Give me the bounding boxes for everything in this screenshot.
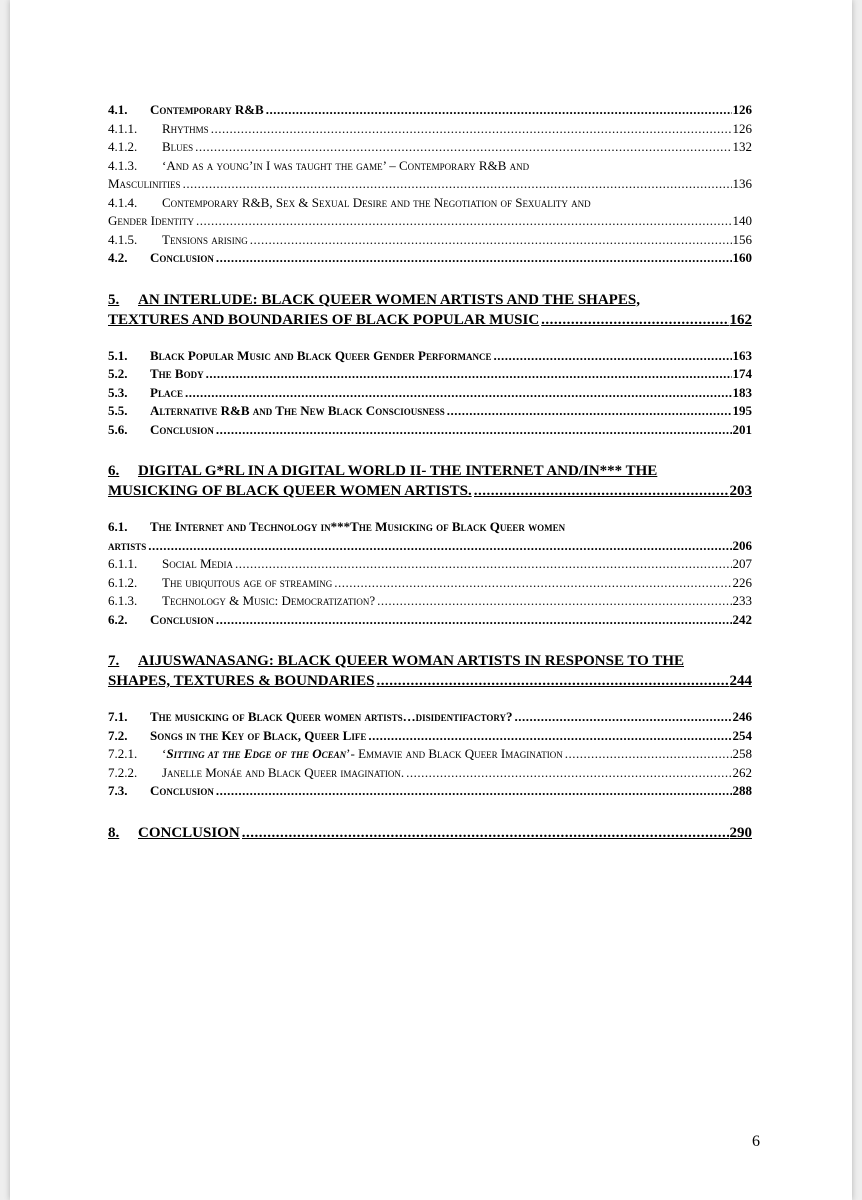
dot-leader <box>447 402 732 421</box>
entry-number: 5.2. <box>108 366 128 381</box>
entry-page: 288 <box>732 783 752 798</box>
entry-title-line1: Contemporary R&B, Sex & Sexual Desire and the Negotiation of Sexuality and <box>162 194 591 210</box>
dot-leader <box>377 592 731 611</box>
entry-number: 7.3. <box>108 783 128 798</box>
toc-entry-6-1-1[interactable] <box>108 555 752 574</box>
entry-title-quote: ‘ <box>162 746 167 761</box>
dot-leader <box>266 101 732 120</box>
dot-leader <box>216 249 732 268</box>
toc-chapter-8[interactable] <box>108 823 752 843</box>
entry-page: 126 <box>732 102 752 117</box>
dot-leader <box>148 537 731 556</box>
entry-number: 6.1. <box>108 519 128 534</box>
entry-number: 6.1.2. <box>108 574 138 590</box>
dot-leader <box>183 175 732 194</box>
entry-number: 4.1.4. <box>108 194 138 210</box>
entry-page: 160 <box>732 250 752 265</box>
entry-page: 242 <box>732 611 752 627</box>
chapter-number: 6. <box>108 463 120 479</box>
entry-title-line2: artists <box>108 537 147 553</box>
toc-entry-5-3[interactable] <box>108 384 752 403</box>
entry-page: 206 <box>732 537 752 553</box>
entry-title <box>162 745 563 764</box>
toc-entry-6-1[interactable] <box>108 518 752 555</box>
toc-entry-6-2[interactable] <box>108 611 752 630</box>
toc-entry-6-1-2[interactable] <box>108 574 752 593</box>
entry-page: 156 <box>732 231 752 247</box>
toc-entry-4-1-4[interactable] <box>108 194 752 231</box>
entry-number: 7.2.1. <box>108 746 138 761</box>
dot-leader <box>185 384 732 403</box>
entry-page: 183 <box>732 384 752 400</box>
dot-leader <box>406 764 731 783</box>
dot-leader <box>216 611 732 630</box>
page-number: 6 <box>752 1133 760 1150</box>
entry-title: The musicking of Black Queer women artists…disidentifactory? <box>150 709 513 724</box>
entry-number: 4.2. <box>108 250 128 265</box>
chapter-title-line1: DIGITAL G*RL IN A DIGITAL WORLD II- THE INTERNET AND/IN*** THE <box>138 463 658 479</box>
entry-title: Rhythms <box>162 120 209 136</box>
chapter-title-line2: TEXTURES AND BOUNDARIES OF BLACK POPULAR MUSIC <box>108 311 540 328</box>
toc-entry-4-2[interactable] <box>108 249 752 268</box>
toc-entry-4-1[interactable] <box>108 101 752 120</box>
entry-title-line2: Gender Identity <box>108 213 194 228</box>
entry-title: Conclusion <box>150 611 214 627</box>
entry-page: 262 <box>732 764 752 780</box>
chapter-number: 5. <box>108 291 120 308</box>
entry-title-line1: The Internet and Technology in***The Musicking of Black Queer women <box>150 519 566 534</box>
entry-page: 233 <box>732 593 752 608</box>
toc-entry-4-1-1[interactable] <box>108 120 752 139</box>
dot-leader <box>195 138 731 157</box>
entry-number: 7.2.2. <box>108 764 138 780</box>
toc-entry-7-2-1[interactable] <box>108 745 752 764</box>
entry-number: 4.1.5. <box>108 231 138 247</box>
toc-chapter-5[interactable] <box>108 290 752 330</box>
dot-leader <box>368 727 731 746</box>
entry-page: 136 <box>732 176 752 191</box>
dot-leader <box>250 231 732 250</box>
dot-leader <box>196 212 732 231</box>
dot-leader <box>493 347 731 366</box>
toc-entry-7-3[interactable] <box>108 782 752 801</box>
chapter-title: CONCLUSION <box>138 824 240 841</box>
entry-title: Conclusion <box>150 421 214 437</box>
toc-entry-7-1[interactable] <box>108 708 752 727</box>
entry-number: 5.6. <box>108 421 128 437</box>
entry-number: 7.2. <box>108 727 128 743</box>
document-page <box>10 0 852 1200</box>
dot-leader <box>211 120 732 139</box>
toc-chapter-6[interactable] <box>108 461 752 501</box>
chapter-page: 244 <box>729 673 752 689</box>
dot-leader <box>206 365 732 384</box>
entry-title: Place <box>150 384 183 400</box>
dot-leader <box>216 421 732 440</box>
entry-title: The ubiquitous age of streaming <box>162 574 333 590</box>
toc-entry-5-6[interactable] <box>108 421 752 440</box>
chapter-number: 8. <box>108 824 120 841</box>
dot-leader <box>334 574 731 593</box>
toc-entry-7-2[interactable] <box>108 727 752 746</box>
entry-number: 5.5. <box>108 403 128 418</box>
entry-number: 7.1. <box>108 709 128 724</box>
chapter-page: 203 <box>729 483 752 499</box>
dot-leader <box>474 481 729 501</box>
entry-page: 246 <box>732 709 752 724</box>
entry-title: Alternative R&B and The New Black Consciousness <box>150 403 445 418</box>
chapter-title-line1: AN INTERLUDE: BLACK QUEER WOMEN ARTISTS AND THE SHAPES, <box>138 291 640 308</box>
entry-page: 207 <box>732 556 752 571</box>
toc-entry-5-2[interactable] <box>108 365 752 384</box>
entry-page: 254 <box>732 727 752 743</box>
chapter-number: 7. <box>108 653 120 669</box>
toc-entry-6-1-3[interactable] <box>108 592 752 611</box>
entry-number: 6.1.3. <box>108 593 138 608</box>
entry-title: Tensions arising <box>162 231 248 247</box>
entry-title: The Body <box>150 366 204 381</box>
toc-entry-4-1-2[interactable] <box>108 138 752 157</box>
entry-title: Conclusion <box>150 250 214 265</box>
entry-page: 258 <box>732 746 752 761</box>
entry-title: Conclusion <box>150 783 214 798</box>
dot-leader <box>216 782 732 801</box>
entry-title-line2: Masculinities <box>108 176 181 191</box>
entry-page: 195 <box>732 403 752 418</box>
entry-title: Blues <box>162 139 194 154</box>
entry-title: Technology & Music: Democratization? <box>162 593 376 608</box>
table-of-contents <box>108 101 752 843</box>
dot-leader <box>565 745 732 764</box>
entry-page: 126 <box>732 120 752 136</box>
toc-entry-7-2-2[interactable] <box>108 764 752 783</box>
entry-number: 4.1.1. <box>108 120 138 136</box>
dot-leader <box>242 823 729 843</box>
entry-title: Songs in the Key of Black, Queer Life <box>150 727 367 743</box>
entry-number: 6.2. <box>108 611 128 627</box>
entry-title-italic: Sitting at the Edge of the Ocean <box>166 746 347 761</box>
entry-title: Social Media <box>162 556 234 571</box>
entry-page: 163 <box>732 347 752 363</box>
entry-number: 4.1.3. <box>108 157 138 173</box>
chapter-title-line2: MUSICKING OF BLACK QUEER WOMEN ARTISTS. <box>108 483 472 499</box>
entry-number: 5.1. <box>108 347 128 363</box>
entry-page: 132 <box>732 139 752 154</box>
entry-number: 4.1. <box>108 102 128 117</box>
entry-number: 4.1.2. <box>108 139 138 154</box>
entry-number: 6.1.1. <box>108 556 138 571</box>
toc-entry-5-1[interactable] <box>108 347 752 366</box>
entry-page: 226 <box>732 574 752 590</box>
entry-title: Janelle Monáe and Black Queer imagination. <box>162 764 405 780</box>
entry-title-rest: ’- Emmavie and Black Queer Imagination <box>346 746 563 761</box>
toc-entry-4-1-3[interactable] <box>108 157 752 194</box>
entry-title: Black Popular Music and Black Queer Gender Performance <box>150 347 492 363</box>
dot-leader <box>515 708 732 727</box>
dot-leader <box>376 671 728 691</box>
toc-entry-5-5[interactable] <box>108 402 752 421</box>
chapter-page: 290 <box>729 824 752 841</box>
dot-leader <box>541 310 728 330</box>
entry-number: 5.3. <box>108 384 128 400</box>
chapter-title-line1: AIJUSWANASANG: BLACK QUEER WOMAN ARTISTS IN RESPONSE TO THE <box>138 653 684 669</box>
dot-leader <box>235 555 731 574</box>
chapter-page: 162 <box>729 311 752 328</box>
entry-page: 201 <box>732 421 752 437</box>
toc-chapter-7[interactable] <box>108 651 752 691</box>
toc-entry-4-1-5[interactable] <box>108 231 752 250</box>
entry-title: Contemporary R&B <box>150 102 264 117</box>
entry-title-line1: ‘And as a young’in I was taught the game’ – Contemporary R&B and <box>162 157 530 173</box>
entry-page: 140 <box>732 213 752 228</box>
chapter-title-line2: SHAPES, TEXTURES & BOUNDARIES <box>108 673 375 689</box>
entry-page: 174 <box>732 366 752 381</box>
